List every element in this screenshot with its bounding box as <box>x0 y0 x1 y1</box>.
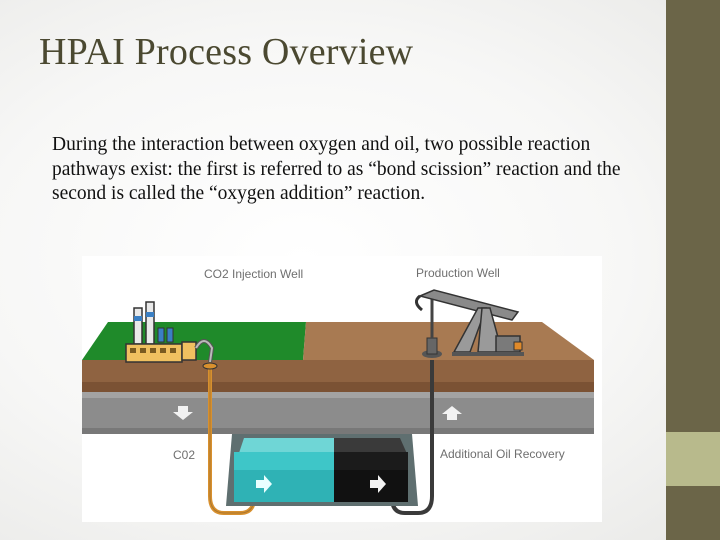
rock-layer <box>82 392 594 434</box>
co2-zone-face <box>234 470 334 502</box>
co2-eor-diagram <box>82 256 602 522</box>
slide-title: HPAI Process Overview <box>39 31 414 73</box>
slide-body-text: During the interaction between oxygen and oil, two possible reaction pathways exist: the first is referred to as “bond scission” reaction and the second is called the “oxygen addition” reaction. <box>52 134 621 204</box>
rock-layer-highlight <box>82 392 594 398</box>
production-well-label: Production Well <box>416 266 500 280</box>
right-sidebar-accent <box>666 432 720 486</box>
soil-front-stripe <box>82 382 594 392</box>
additional-oil-recovery-label: Additional Oil Recovery <box>440 447 565 461</box>
co2-label: C02 <box>173 448 196 462</box>
injection-well-label: CO2 Injection Well <box>204 267 304 281</box>
rock-layer-shadow <box>82 428 594 434</box>
